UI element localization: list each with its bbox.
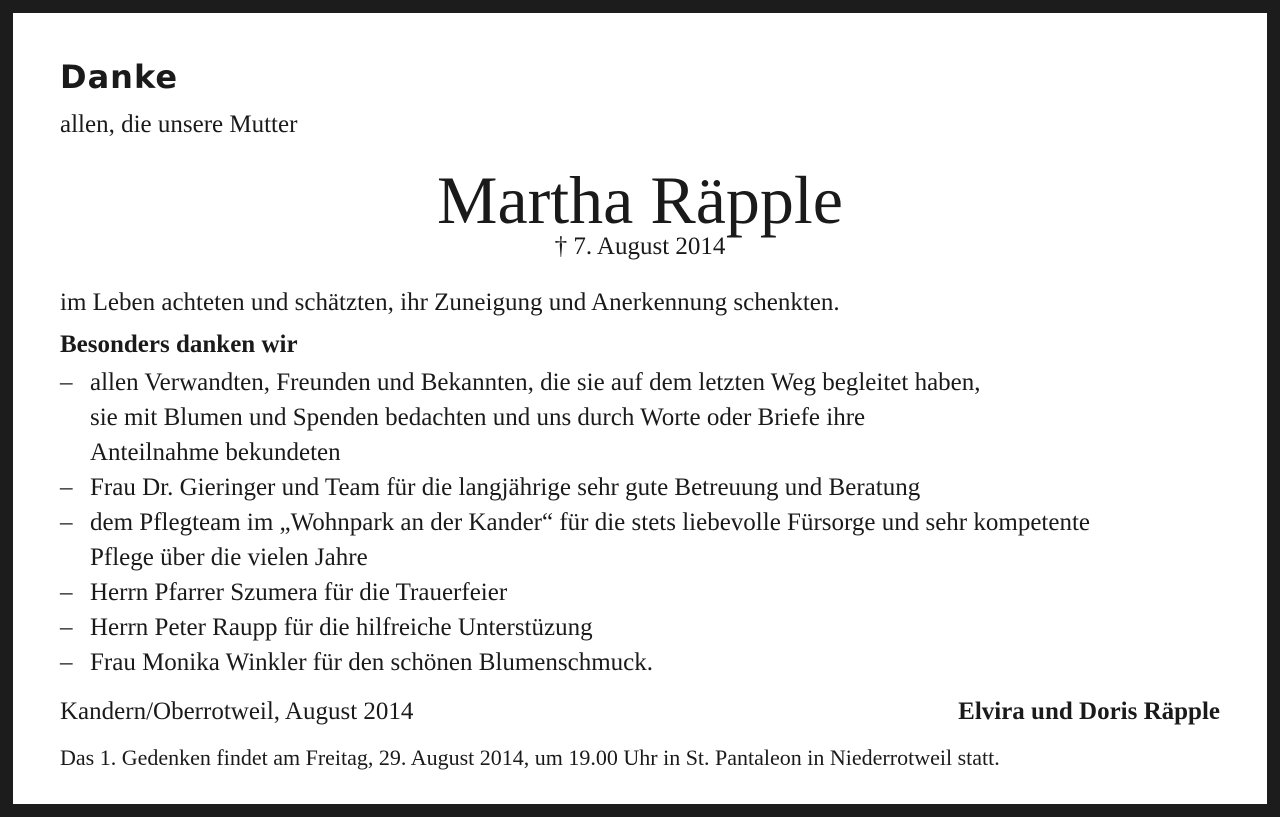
dash-bullet: –: [60, 509, 73, 536]
dash-bullet: –: [60, 369, 73, 396]
deceased-name: Martha Räpple: [437, 162, 843, 238]
thanks-item-line: Pflege über die vielen Jahre: [90, 544, 368, 571]
thanks-item-line: Herrn Pfarrer Szumera für die Trauerfeier: [90, 579, 508, 606]
thanks-item-line: dem Pflegteam im „Wohnpark an der Kander“ für die stets liebevolle Fürsorge und sehr kompetente: [90, 509, 1090, 536]
dash-bullet: –: [60, 614, 73, 641]
dash-bullet: –: [60, 474, 73, 501]
thanks-item-line: Frau Monika Winkler für den schönen Blumenschmuck.: [90, 649, 654, 676]
thanks-item-line: Frau Dr. Gieringer und Team für die langjährige sehr gute Betreuung und Beratung: [90, 474, 921, 501]
thanks-list-item: [60, 470, 1230, 505]
thanks-item-line: allen Verwandten, Freunden und Bekannten, die sie auf dem letzten Weg begleitet haben,: [90, 369, 981, 396]
thanks-list: [60, 365, 1230, 680]
thanks-item-line: Herrn Peter Raupp für die hilfreiche Unterstüzung: [90, 614, 593, 641]
intro-text: allen, die unsere Mutter: [60, 111, 298, 138]
thanks-list-item: [60, 610, 1230, 645]
death-date: † 7. August 2014: [554, 233, 726, 260]
gratitude-sentence: im Leben achteten und schätzten, ihr Zuneigung und Anerkennung schenkten.: [60, 289, 840, 316]
thanks-list-item: [60, 575, 1230, 610]
thanks-heading: Besonders danken wir: [60, 331, 298, 358]
thanks-list-item: [60, 645, 1230, 680]
thanks-list-item: [60, 505, 1230, 575]
notice-heading: Danke: [60, 58, 179, 96]
memorial-notice: Das 1. Gedenken findet am Freitag, 29. August 2014, um 19.00 Uhr in St. Pantaleon in Niederrotweil statt.: [60, 745, 1000, 770]
thanks-list-item: [60, 365, 1230, 470]
thanks-item-line: Anteilnahme bekundeten: [90, 439, 341, 466]
signature: Elvira und Doris Räpple: [958, 698, 1220, 725]
dash-bullet: –: [60, 649, 73, 676]
dash-bullet: –: [60, 579, 73, 606]
place-date: Kandern/Oberrotweil, August 2014: [60, 698, 414, 725]
obituary-notice: [13, 13, 1267, 804]
thanks-item-line: sie mit Blumen und Spenden bedachten und uns durch Worte oder Briefe ihre: [90, 404, 866, 431]
